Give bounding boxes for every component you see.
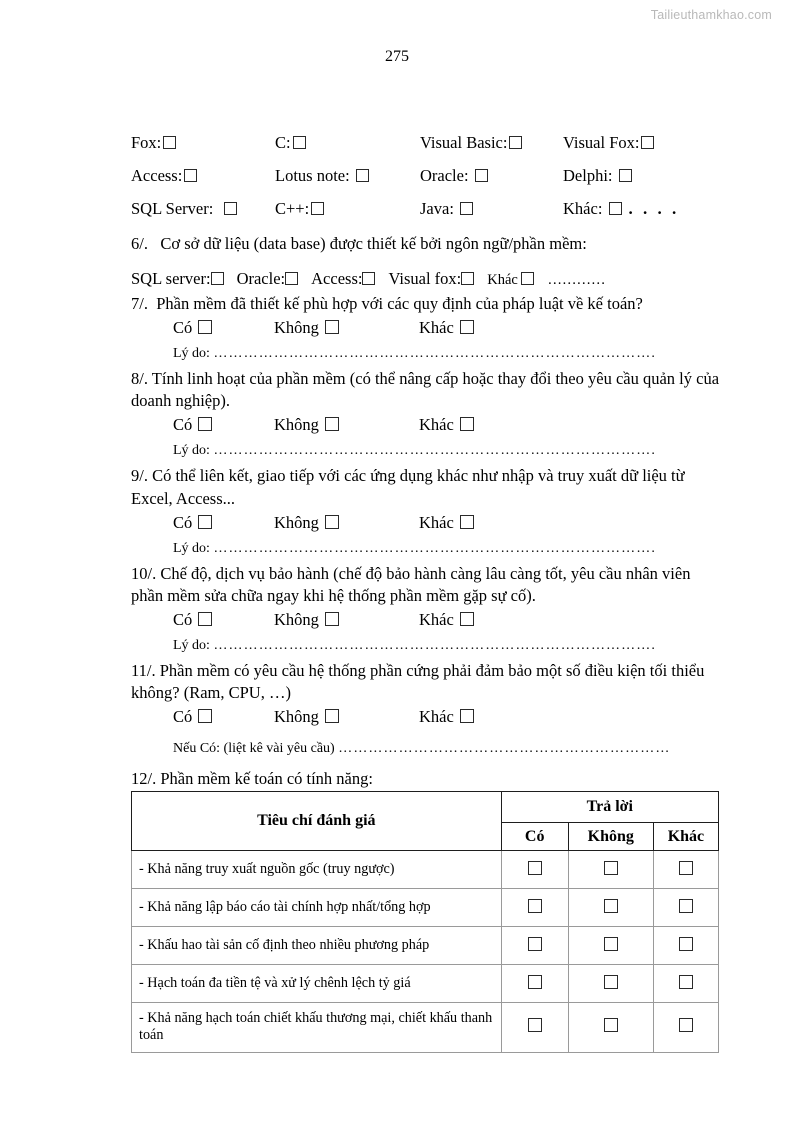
table-cell-yes [501, 965, 568, 1003]
software-label: Delphi: [563, 166, 613, 185]
table-cell-yes [501, 927, 568, 965]
answer-label: Có [173, 318, 193, 338]
question-9-body: Có thể liên kết, giao tiếp với các ứng dụng khác như nhập và truy xuất dữ liệu từ Excel, Access... [131, 466, 689, 508]
q6-option-visual-fox [388, 269, 474, 288]
question-8-answers [131, 415, 723, 441]
answer-option-other [419, 415, 474, 435]
question-10-number: 10/. [131, 563, 157, 583]
software-checkbox-grid [131, 133, 723, 225]
question-7-answers [131, 318, 723, 344]
table-row [132, 965, 719, 1003]
answer-label: Có [173, 609, 193, 629]
checkbox-q10-other[interactable] [460, 612, 474, 626]
answer-label: Khác [419, 707, 454, 727]
question-11-reason[interactable] [173, 739, 723, 759]
software-label: Access: [131, 166, 183, 185]
software-label: C++: [275, 199, 310, 218]
checkbox-row1-other[interactable] [679, 861, 693, 875]
answer-option-no [274, 610, 339, 630]
checkbox-visual-basic[interactable] [509, 136, 522, 149]
software-label: Visual Fox: [563, 133, 640, 152]
checkbox-q11-yes[interactable] [198, 709, 212, 723]
checkbox-q7-yes[interactable] [198, 320, 212, 334]
software-option-oracle [420, 166, 488, 186]
table-header-row-top [132, 792, 719, 823]
question-7-text [131, 293, 723, 315]
reason-label: Lý do: [173, 637, 210, 653]
questionnaire-body [131, 133, 723, 1053]
checkbox-visual-fox[interactable] [641, 136, 654, 149]
question-8-reason[interactable] [173, 441, 723, 461]
software-label: Khác: [563, 199, 603, 218]
answer-option-yes [173, 513, 212, 533]
table-cell-no [568, 965, 653, 1003]
software-option-visual-fox [563, 133, 654, 153]
software-option-cpp [275, 199, 324, 219]
answer-option-other [419, 610, 474, 630]
question-7-reason[interactable] [173, 344, 723, 364]
answer-label: Khác [419, 318, 454, 338]
q6-option-oracle [237, 269, 299, 288]
question-9-number: 9/. [131, 466, 148, 486]
watermark: Tailieuthamkhao.com [650, 8, 772, 22]
question-8-text [131, 368, 723, 412]
q6-option-sql-server [131, 269, 224, 288]
reason-dots: ……………………………………………………………………………. [213, 540, 656, 556]
answer-option-no [274, 513, 339, 533]
answer-option-yes [173, 610, 212, 630]
question-12-text [131, 769, 723, 789]
question-8-body: Tính linh hoạt của phần mềm (có thể nâng cấp hoặc thay đổi theo yêu cầu quản lý của doanh nghiệp). [131, 369, 724, 411]
table-header-no: Không [568, 823, 653, 851]
answer-label: Có [173, 707, 193, 727]
table-cell-yes [501, 889, 568, 927]
question-9-answers [131, 513, 723, 539]
question-10-body: Chế độ, dịch vụ bảo hành (chế độ bảo hành càng lâu càng tốt, yêu cầu nhân viên phần mềm sửa chữa ngay khi hệ thống phần mềm gặp sự cố). [131, 563, 695, 605]
answer-label: Không [274, 318, 319, 338]
table-cell-other [653, 1003, 718, 1053]
software-option-other [563, 199, 679, 219]
question-10-reason[interactable] [173, 636, 723, 656]
software-option-access [131, 166, 197, 186]
software-label: Fox: [131, 133, 162, 152]
software-option-lotus-note [275, 166, 369, 186]
reason-dots: ……………………………………………………………………………. [213, 637, 656, 653]
question-12-number: 12/. [131, 769, 157, 789]
answer-option-no [274, 415, 339, 435]
software-label: C: [275, 133, 291, 152]
table-cell-other [653, 889, 718, 927]
checkbox-row3-yes[interactable] [528, 937, 542, 951]
table-header-criteria: Tiêu chí đánh giá [132, 792, 502, 851]
table-row [132, 927, 719, 965]
question-6-number: 6/. [131, 234, 148, 253]
software-label: Oracle: [420, 166, 469, 185]
checkbox-q7-other[interactable] [460, 320, 474, 334]
checkbox-q8-other[interactable] [460, 417, 474, 431]
question-7-body: Phần mềm đã thiết kế phù hợp với các quy định của pháp luật về kế toán? [156, 294, 643, 314]
checkbox-fox[interactable] [163, 136, 176, 149]
software-row [131, 133, 723, 163]
checkbox-c[interactable] [293, 136, 306, 149]
checkbox-q11-other[interactable] [460, 709, 474, 723]
checkbox-row5-no[interactable] [604, 1018, 618, 1032]
question-10-text [131, 563, 723, 607]
checkbox-q6-sql-server[interactable] [211, 272, 224, 285]
question-6-text [131, 233, 723, 255]
question-11-text [131, 660, 723, 704]
table-cell-criteria: - Khấu hao tài sản cố định theo nhiều phương pháp [132, 927, 502, 965]
table-cell-other [653, 851, 718, 889]
table-cell-no [568, 1003, 653, 1053]
reason-dots: ………………………………………………………… [338, 741, 671, 757]
question-10-answers [131, 610, 723, 636]
checkbox-cpp[interactable] [311, 202, 324, 215]
software-label: Visual Basic: [420, 133, 508, 152]
evaluation-table [131, 791, 719, 1053]
q6-option-label: Access: [311, 269, 363, 289]
table-header-other: Khác [653, 823, 718, 851]
checkbox-q9-yes[interactable] [198, 515, 212, 529]
checkbox-q9-no[interactable] [325, 515, 339, 529]
checkbox-row5-other[interactable] [679, 1018, 693, 1032]
question-8-number: 8/. [131, 369, 148, 389]
software-row [131, 166, 723, 196]
answer-label: Khác [419, 512, 454, 532]
software-option-fox [131, 133, 176, 153]
q6-option-label: Khác [487, 272, 518, 289]
table-cell-other [653, 965, 718, 1003]
checkbox-q8-no[interactable] [325, 417, 339, 431]
software-option-delphi [563, 166, 632, 186]
answer-option-yes [173, 318, 212, 338]
table-row [132, 1003, 719, 1053]
checkbox-q11-no[interactable] [325, 709, 339, 723]
checkbox-q6-access[interactable] [362, 272, 375, 285]
checkbox-oracle[interactable] [475, 169, 488, 182]
table-cell-no [568, 889, 653, 927]
question-11-number: 11/. [131, 660, 156, 680]
table-cell-criteria: - Khả năng hạch toán chiết khấu thương mại, chiết khấu thanh toán [132, 1003, 502, 1053]
checkbox-q10-yes[interactable] [198, 612, 212, 626]
table-header-answer-group: Trả lời [501, 792, 718, 823]
reason-label: Lý do: [173, 346, 210, 362]
table-cell-criteria: - Hạch toán đa tiền tệ và xử lý chênh lệch tỷ giá [132, 965, 502, 1003]
checkbox-lotus-note[interactable] [356, 169, 369, 182]
table-cell-criteria: - Khả năng truy xuất nguồn gốc (truy ngược) [132, 851, 502, 889]
answer-option-yes [173, 415, 212, 435]
answer-option-yes [173, 707, 212, 727]
table-cell-no [568, 927, 653, 965]
question-9-reason[interactable] [173, 539, 723, 559]
checkbox-sql-server[interactable] [224, 202, 237, 215]
checkbox-row1-yes[interactable] [528, 861, 542, 875]
reason-dots: ……………………………………………………………………………. [213, 443, 656, 459]
question-6-options [131, 269, 723, 289]
answer-label: Không [274, 707, 319, 727]
checkbox-q10-no[interactable] [325, 612, 339, 626]
answer-option-no [274, 318, 339, 338]
software-option-c [275, 133, 306, 153]
q6-option-label: SQL server: [131, 269, 211, 289]
table-cell-other [653, 927, 718, 965]
checkbox-q7-no[interactable] [325, 320, 339, 334]
answer-label: Có [173, 415, 193, 435]
checkbox-row1-no[interactable] [604, 861, 618, 875]
reason-label: Nếu Có: (liệt kê vài yêu cầu) [173, 741, 335, 757]
checkbox-q6-oracle[interactable] [285, 272, 298, 285]
answer-option-other [419, 513, 474, 533]
table-row [132, 889, 719, 927]
answer-label: Khác [419, 415, 454, 435]
answer-option-other [419, 318, 474, 338]
other-dots: . . . . [628, 199, 680, 218]
table-row [132, 851, 719, 889]
reason-label: Lý do: [173, 443, 210, 459]
checkbox-q6-visual-fox[interactable] [461, 272, 474, 285]
checkbox-row3-other[interactable] [679, 937, 693, 951]
software-option-visual-basic [420, 133, 522, 153]
answer-label: Có [173, 512, 193, 532]
reason-label: Lý do: [173, 540, 210, 556]
software-label: Java: [420, 199, 454, 218]
q6-other-dots: ………… [547, 272, 606, 289]
q6-option-access [311, 269, 375, 288]
table-cell-criteria: - Khả năng lập báo cáo tài chính hợp nhất/tổng hợp [132, 889, 502, 927]
checkbox-q9-other[interactable] [460, 515, 474, 529]
table-cell-yes [501, 1003, 568, 1053]
checkbox-q8-yes[interactable] [198, 417, 212, 431]
checkbox-q6-other[interactable] [521, 272, 534, 285]
answer-option-other [419, 707, 474, 727]
table-header-yes: Có [501, 823, 568, 851]
question-7-number: 7/. [131, 294, 148, 314]
checkbox-row2-other[interactable] [679, 899, 693, 913]
checkbox-row4-no[interactable] [604, 975, 618, 989]
q6-option-label: Visual fox: [388, 269, 462, 289]
answer-label: Không [274, 415, 319, 435]
software-row [131, 199, 723, 229]
page-number: 275 [385, 48, 409, 65]
checkbox-row4-yes[interactable] [528, 975, 542, 989]
answer-label: Không [274, 609, 319, 629]
answer-option-no [274, 707, 339, 727]
question-12-body: Phần mềm kế toán có tính năng: [160, 769, 373, 789]
checkbox-other[interactable] [609, 202, 622, 215]
software-option-java [420, 199, 473, 219]
question-11-answers [131, 707, 723, 733]
table-cell-no [568, 851, 653, 889]
checkbox-row3-no[interactable] [604, 937, 618, 951]
checkbox-row2-yes[interactable] [528, 899, 542, 913]
software-label: Lotus note: [275, 166, 350, 185]
software-label: SQL Server: [131, 199, 214, 218]
answer-label: Khác [419, 609, 454, 629]
reason-dots: ……………………………………………………………………………. [213, 346, 656, 362]
q6-option-other [487, 272, 534, 288]
software-option-sql-server [131, 199, 237, 219]
q6-option-label: Oracle: [236, 269, 286, 289]
checkbox-delphi[interactable] [619, 169, 632, 182]
table-cell-yes [501, 851, 568, 889]
checkbox-row2-no[interactable] [604, 899, 618, 913]
checkbox-row4-other[interactable] [679, 975, 693, 989]
answer-label: Không [274, 512, 319, 532]
checkbox-row5-yes[interactable] [528, 1018, 542, 1032]
question-9-text [131, 465, 723, 509]
checkbox-java[interactable] [460, 202, 473, 215]
question-11-body: Phần mềm có yêu cầu hệ thống phần cứng phải đảm bảo một số điều kiện tối thiểu không? (Ram, CPU, …) [131, 660, 709, 702]
checkbox-access[interactable] [184, 169, 197, 182]
question-6-body: Cơ sở dữ liệu (data base) được thiết kế bởi ngôn ngữ/phần mềm: [160, 234, 587, 253]
